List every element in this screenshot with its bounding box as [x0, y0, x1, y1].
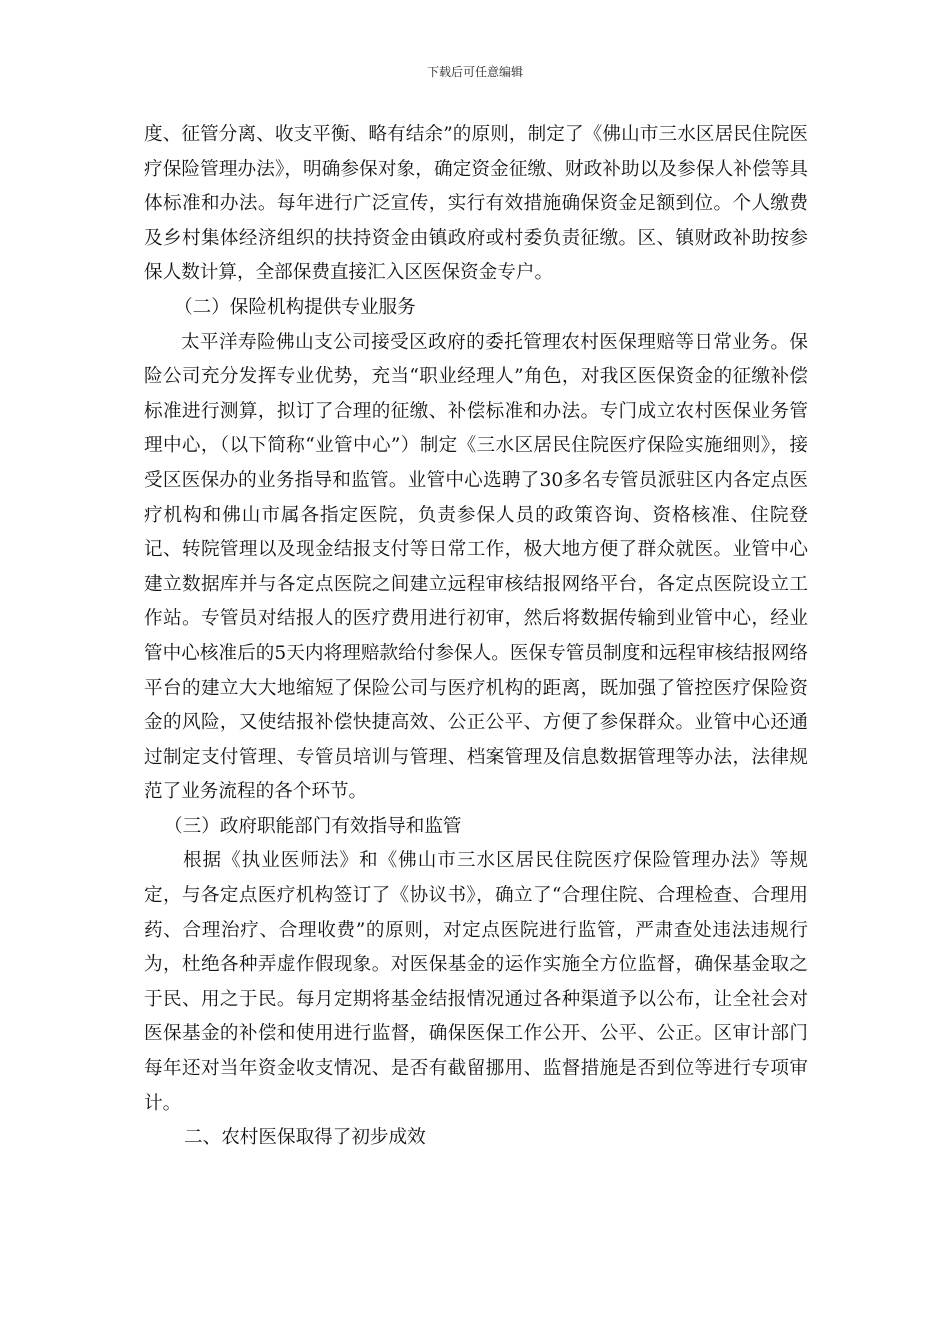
page-header: 下载后可任意编辑	[426, 65, 523, 79]
document-body	[144, 118, 808, 1156]
subheading-government-supervision: （三）政府职能部门有效指导和监管	[164, 815, 462, 837]
paragraph-government-supervision: 根据《执业医师法》和《佛山市三水区居民住院医疗保险管理办法》等规定，与各定点医疗机构签订了《协议书》，确立了“合理住院、合理检查、合理用药、合理治疗、合理收费”的原则，对定点医院进行监管，严肃查处违法违规行为，杜绝各种弄虚作假现象。对医保基金的运作实施全方位监督，确保基金取之于民、用之于民。每月定期将基金结报情况通过各种渠道予以公布，让全社会对医保基金的补偿和使用进行监督，确保医保工作公开、公平、公正。区审计部门每年还对当年资金收支情况、是否有截留挪用、监督措施是否到位等进行专项审计。	[144, 850, 808, 1114]
paragraph-insurance-service: 太平洋寿险佛山支公司接受区政府的委托管理农村医保理赔等日常业务。保险公司充分发挥专业优势，充当“职业经理人”角色，对我区医保资金的征缴补偿标准进行测算，拟订了合理的征缴、补偿标准和办法。专门成立农村医保业务管理中心，（以下简称“业管中心”）制定《三水区居民住院医疗保险实施细则》，接受区医保办的业务指导和监管。业管中心选聘了30多名专管员派驻区内各定点医疗机构和佛山市属各指定医院，负责参保人员的政策咨询、资格核准、住院登记、转院管理以及现金结报支付等日常工作，极大地方便了群众就医。业管中心建立数据库并与各定点医院之间建立远程审核结报网络平台，各定点医院设立工作站。专管员对结报人的医疗费用进行初审，然后将数据传输到业管中心，经业管中心核准后的5天内将理赔款给付参保人。医保专管员制度和远程审核结报网络平台的建立大大地缩短了保险公司与医疗机构的距离，既加强了管控医疗保险资金的风险，又使结报补偿快捷高效、公正公平、方便了参保群众。业管中心还通过制定支付管理、专管员培训与管理、档案管理及信息数据管理等办法，法律规范了业务流程的各个环节。	[144, 331, 808, 803]
subheading-insurance-service: （二）保险机构提供专业服务	[174, 296, 416, 318]
section-heading-results: 二、农村医保取得了初步成效	[184, 1127, 426, 1149]
paragraph-funding-principles: 度、征管分离、收支平衡、略有结余”的原则，制定了《佛山市三水区居民住院医疗保险管理办法》，明确参保对象，确定资金征缴、财政补助以及参保人补偿等具体标准和办法。每年进行广泛宣传，实行有效措施确保资金足额到位。个人缴费及乡村集体经济组织的扶持资金由镇政府或村委负责征缴。区、镇财政补助按参保人数计算，全部保费直接汇入区医保资金专户。	[144, 124, 808, 284]
